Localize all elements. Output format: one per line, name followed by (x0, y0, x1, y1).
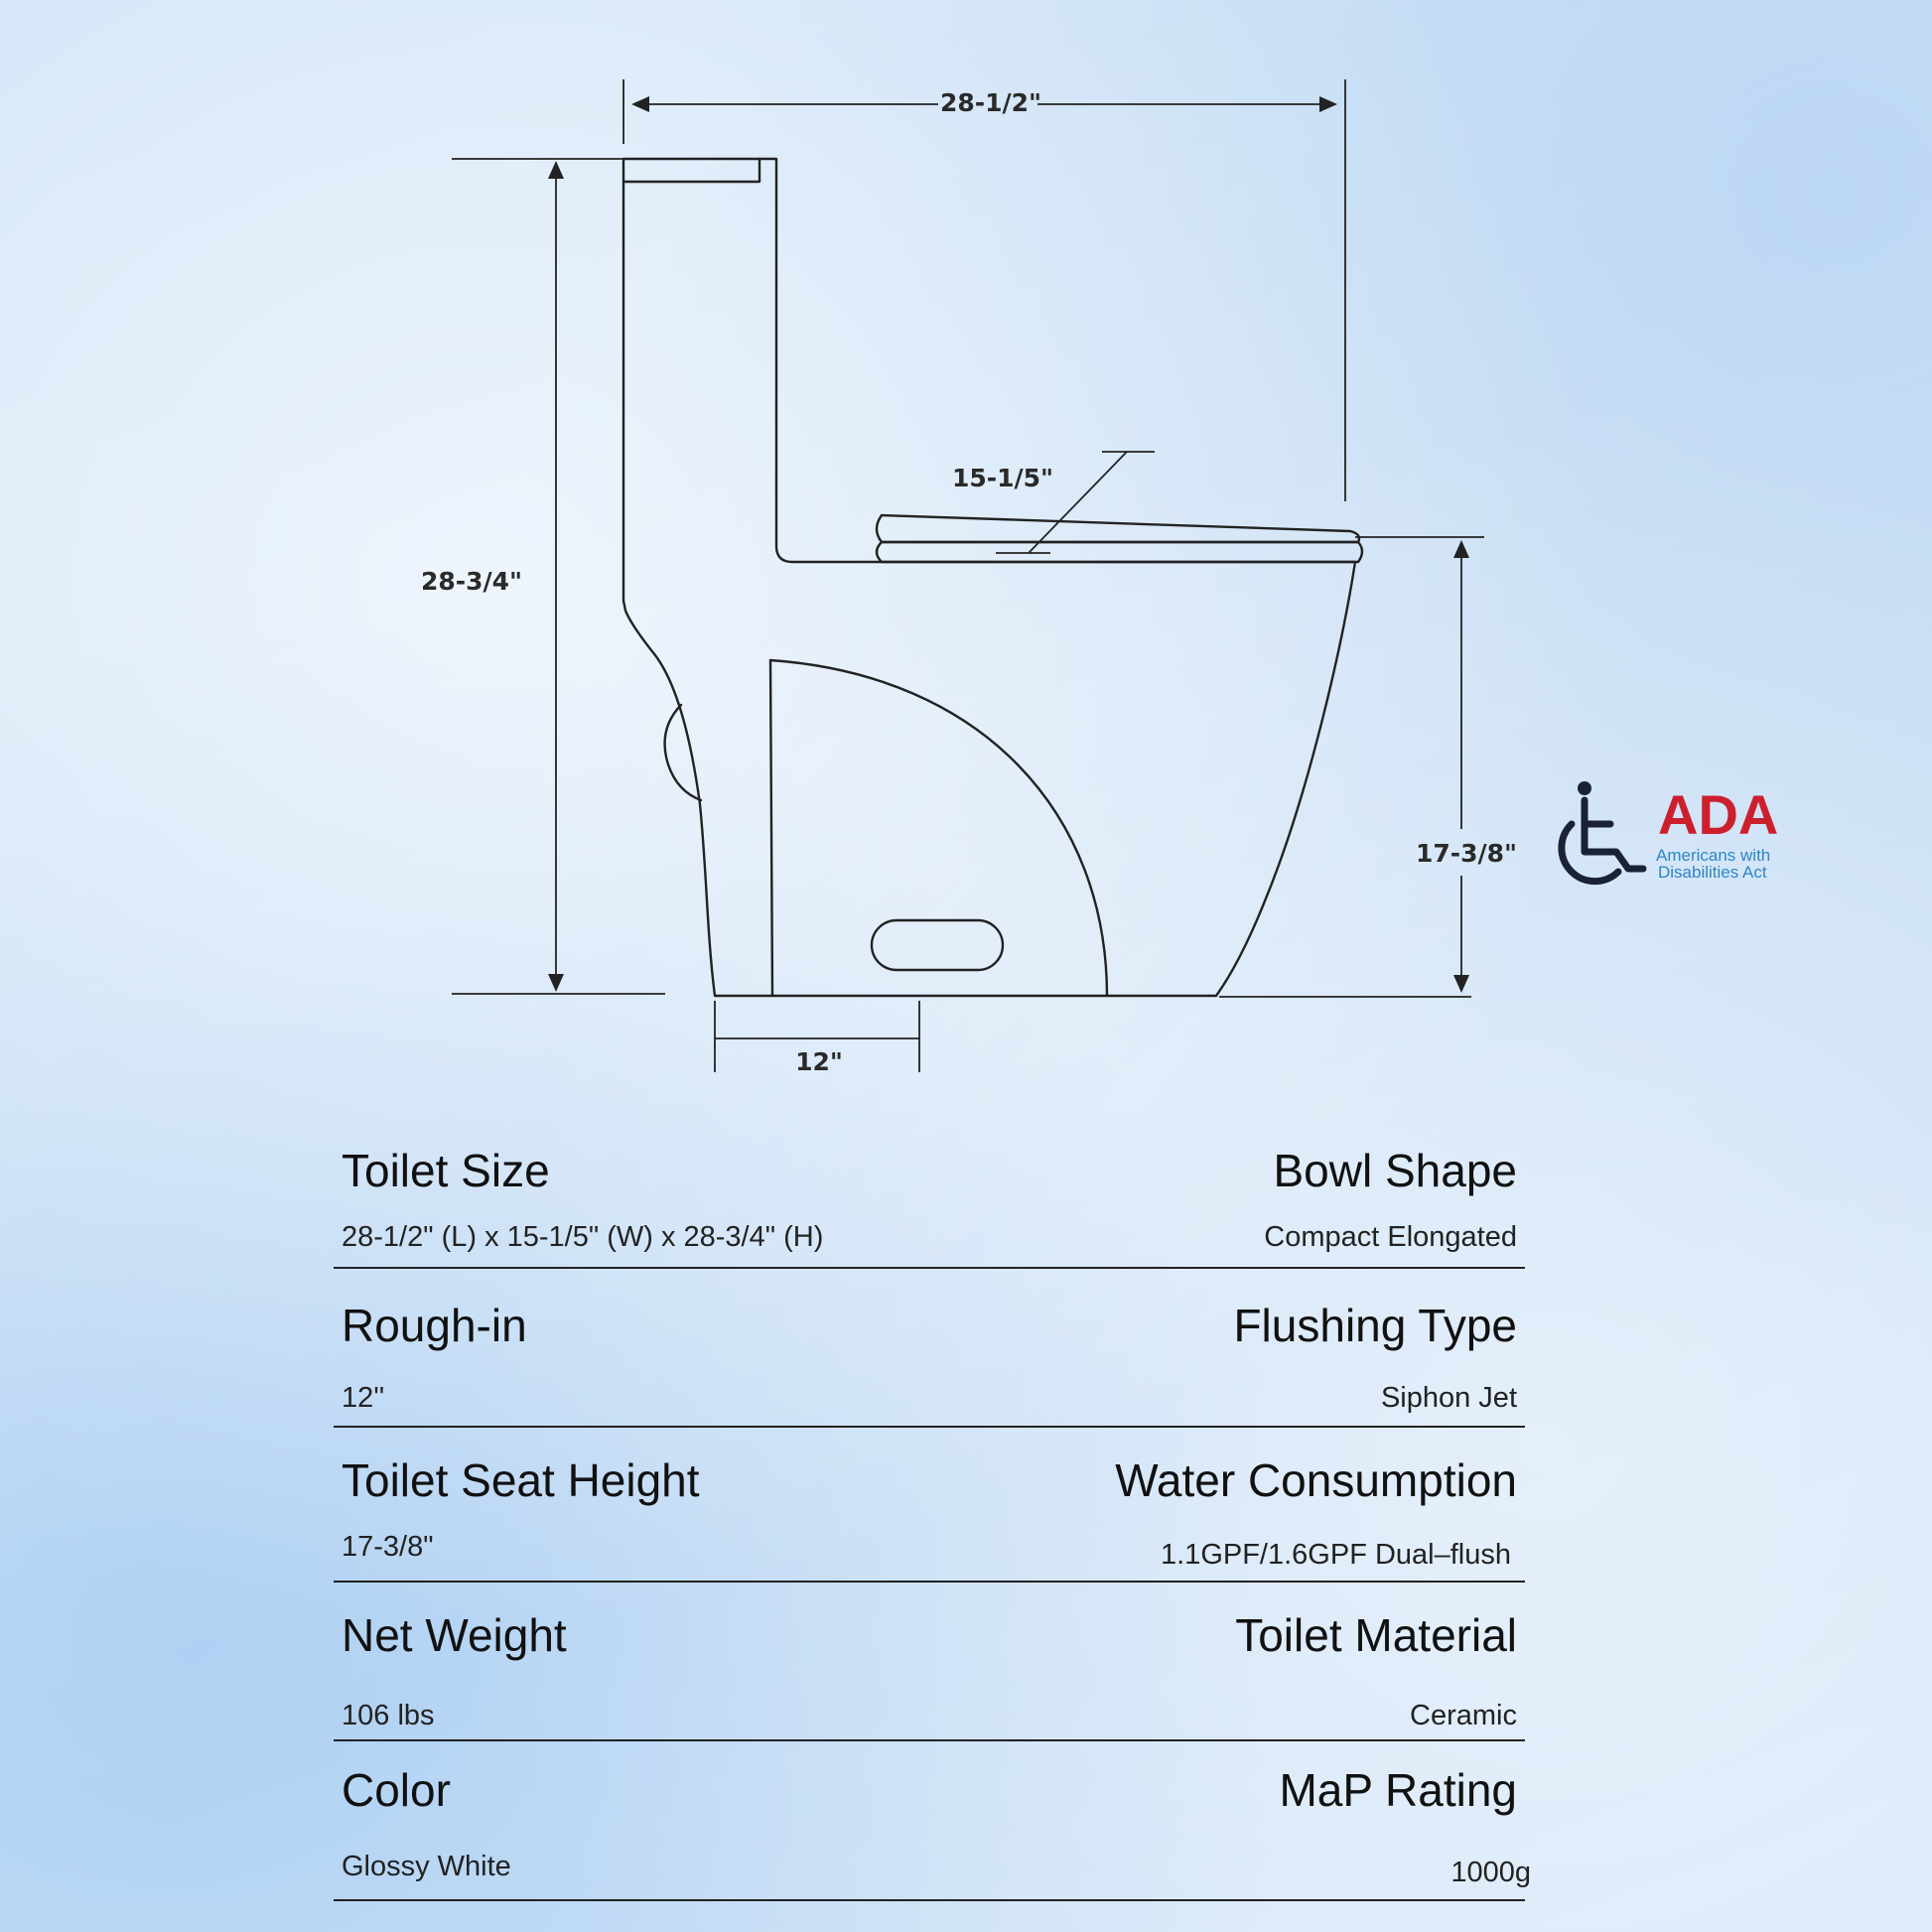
length-label: 28-1/2" (939, 88, 1042, 117)
ada-title: ADA (1658, 783, 1779, 846)
spec-row-size (334, 1132, 1525, 1271)
spec-value: 1000g (1450, 1857, 1531, 1888)
spec-label: Flushing Type (1233, 1300, 1517, 1351)
row-divider (334, 1739, 1525, 1741)
spec-label: Toilet Seat Height (342, 1454, 700, 1506)
spec-label: Color (342, 1764, 451, 1816)
spec-value: 1.1GPF/1.6GPF Dual–flush (1161, 1539, 1511, 1571)
arrow-up (548, 161, 564, 179)
toilet-outline (623, 159, 1355, 996)
spec-label: Toilet Size (342, 1145, 550, 1196)
seat-height-label: 17-3/8" (1415, 839, 1518, 868)
rough-in-label: 12" (795, 1047, 843, 1076)
row-divider (334, 1426, 1525, 1428)
spec-row-color (334, 1751, 1531, 1900)
ada-line2: Disabilities Act (1658, 863, 1767, 882)
row-divider (334, 1899, 1525, 1901)
arrow-up-seat (1453, 540, 1469, 558)
ada-line1: Americans with (1656, 846, 1771, 865)
arrow-left (631, 96, 649, 112)
seat-lid (877, 515, 1359, 542)
tank-lid (623, 159, 759, 182)
arrow-down (548, 974, 564, 992)
trapway (770, 660, 1107, 996)
row-divider (334, 1267, 1525, 1269)
spec-value: Ceramic (1410, 1700, 1517, 1731)
spec-label: Toilet Material (1235, 1609, 1517, 1661)
spec-label: Bowl Shape (1273, 1145, 1517, 1196)
spec-value: Glossy White (342, 1851, 511, 1882)
spec-label: MaP Rating (1279, 1764, 1517, 1816)
spec-value: 12'' (342, 1382, 385, 1414)
spec-row-seat-height (334, 1442, 1525, 1581)
spec-value: 106 lbs (342, 1700, 435, 1731)
arrow-down-seat (1453, 975, 1469, 993)
height-label: 28-3/4" (420, 567, 523, 596)
arrow-right (1319, 96, 1337, 112)
row-divider (334, 1581, 1525, 1583)
spec-value: 17-3/8" (342, 1531, 434, 1563)
spec-value: Siphon Jet (1380, 1382, 1517, 1414)
wheelchair-icon (1562, 781, 1643, 882)
spec-value: Compact Elongated (1264, 1221, 1517, 1253)
ada-badge (1562, 781, 1778, 882)
seat-ring (877, 542, 1362, 562)
spec-label: Water Consumption (1115, 1454, 1517, 1506)
width-label: 15-1/5" (951, 464, 1054, 492)
spec-row-weight (334, 1596, 1525, 1735)
spec-label: Net Weight (342, 1609, 567, 1661)
spec-row-rough-in (334, 1287, 1525, 1426)
spec-label: Rough-in (342, 1300, 527, 1351)
spec-value: 28-1/2" (L) x 15-1/5" (W) x 28-3/4" (H) (342, 1221, 824, 1253)
base-slot (872, 920, 1003, 970)
